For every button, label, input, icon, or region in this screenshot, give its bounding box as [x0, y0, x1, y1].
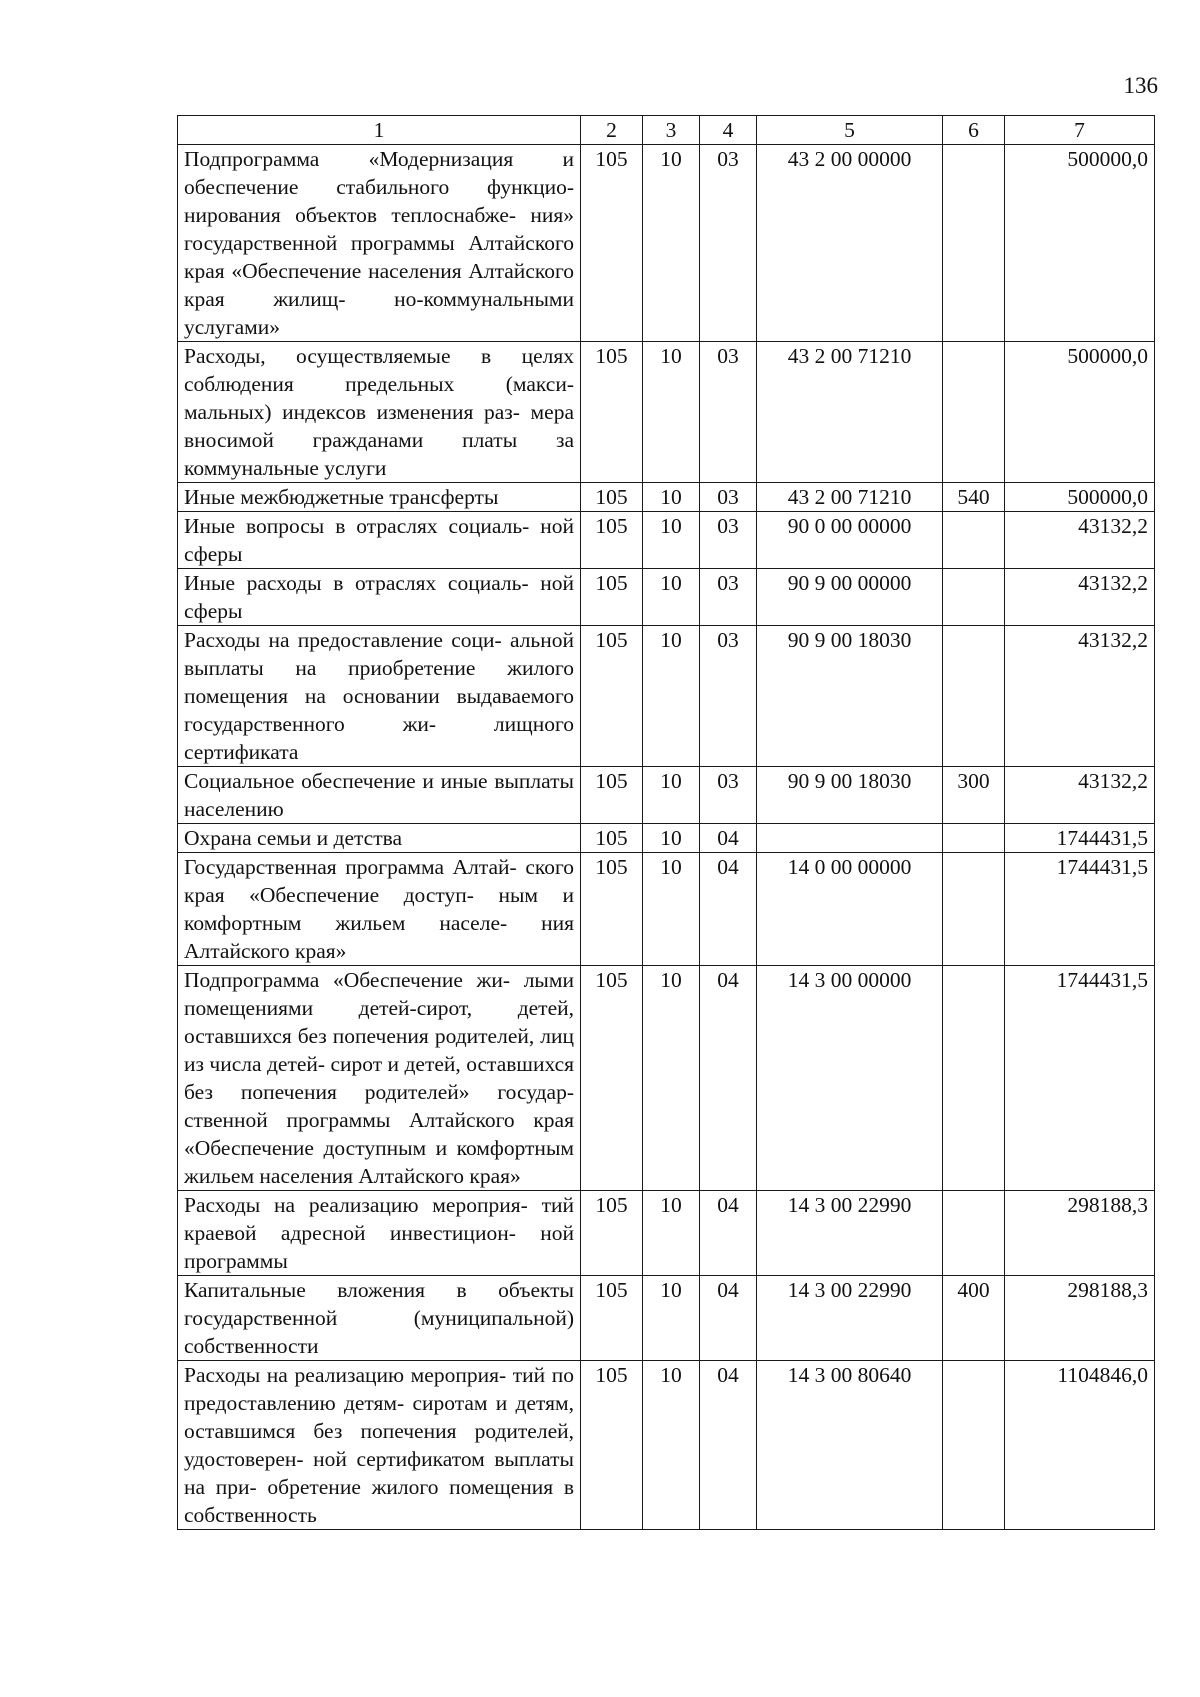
table-row [178, 342, 1155, 483]
description-line: Расходы на реализацию мероприя- [184, 1193, 528, 1217]
description-line: за коммунальные услуги [184, 428, 574, 480]
cell-amount: 298188,3 [1005, 1276, 1155, 1361]
column-header: 3 [643, 116, 700, 145]
row-description [178, 483, 581, 512]
cell-target-article [757, 824, 943, 853]
description-line: Капитальные вложения в объекты [184, 1278, 574, 1302]
cell-expense-type [943, 342, 1005, 483]
cell-ministry-code: 105 [581, 853, 643, 966]
cell-target-article: 90 9 00 18030 [757, 626, 943, 767]
description-line: Алтайского края «Обеспечение [184, 231, 574, 283]
description-line: Алтайского края» [358, 1164, 521, 1188]
cell-subsection: 03 [700, 767, 757, 824]
description-line: обретение жилого помещения в [267, 1475, 574, 1499]
cell-amount: 43132,2 [1005, 767, 1155, 824]
cell-ministry-code: 105 [581, 342, 643, 483]
description-line: альной выплаты на приобретение [184, 628, 574, 680]
description-line: Охрана семьи и детства [184, 826, 403, 850]
cell-expense-type [943, 626, 1005, 767]
cell-expense-type [943, 1361, 1005, 1530]
description-line: Подпрограмма «Обеспечение жи- [184, 968, 511, 992]
description-line: комфортным жильем населения [184, 1136, 574, 1188]
cell-section: 10 [643, 1276, 700, 1361]
cell-target-article: 14 3 00 00000 [757, 966, 943, 1191]
cell-section: 10 [643, 483, 700, 512]
description-line: выдаваемого государственного жи- [184, 684, 574, 736]
cell-subsection: 03 [700, 512, 757, 569]
column-header: 1 [178, 116, 581, 145]
cell-section: 10 [643, 1191, 700, 1276]
description-line: тий по предоставлению детям- [184, 1363, 575, 1415]
description-line: тий краевой адресной инвестицион- [184, 1193, 575, 1245]
description-line: края «Обеспечение доступным и [184, 1108, 574, 1160]
cell-amount: 500000,0 [1005, 483, 1155, 512]
cell-expense-type: 300 [943, 767, 1005, 824]
cell-expense-type [943, 966, 1005, 1191]
cell-target-article: 14 3 00 22990 [757, 1191, 943, 1276]
cell-amount: 298188,3 [1005, 1191, 1155, 1276]
description-line: собственность [184, 1503, 317, 1527]
row-description [178, 1276, 581, 1361]
page-number: 136 [1123, 73, 1158, 98]
cell-ministry-code: 105 [581, 767, 643, 824]
row-description [178, 512, 581, 569]
description-line: населения Алтайского края жилищ- [184, 259, 574, 311]
cell-section: 10 [643, 342, 700, 483]
cell-section: 10 [643, 569, 700, 626]
table-row [178, 1361, 1155, 1530]
cell-expense-type: 540 [943, 483, 1005, 512]
table-row [178, 824, 1155, 853]
description-line: нирования объектов теплоснабже- [184, 203, 517, 227]
description-line: соблюдения предельных (макси- [184, 372, 574, 396]
description-line: ственной программы Алтайского [184, 1108, 515, 1132]
cell-target-article: 43 2 00 71210 [757, 483, 943, 512]
table-row [178, 1276, 1155, 1361]
cell-section: 10 [643, 824, 700, 853]
cell-target-article: 14 0 00 00000 [757, 853, 943, 966]
table-row [178, 1191, 1155, 1276]
budget-table [177, 115, 1155, 1530]
description-line: сирот и детей, оставшихся без [184, 1052, 575, 1104]
column-header: 5 [757, 116, 943, 145]
cell-amount: 1744431,5 [1005, 966, 1155, 1191]
description-line: родителей, лиц из числа детей- [184, 1024, 574, 1076]
cell-section: 10 [643, 145, 700, 342]
cell-target-article: 90 0 00 00000 [757, 512, 943, 569]
cell-target-article: 90 9 00 00000 [757, 569, 943, 626]
row-description [178, 1191, 581, 1276]
description-line: жилого помещения на основании [184, 656, 575, 708]
cell-ministry-code: 105 [581, 824, 643, 853]
cell-section: 10 [643, 966, 700, 1191]
description-line: ным и комфортным жильем населе- [184, 883, 575, 935]
description-line: попечения родителей, удостоверен- [184, 1419, 574, 1471]
row-description [178, 824, 581, 853]
row-description [178, 966, 581, 1191]
description-line: мальных) индексов изменения раз- [184, 400, 520, 424]
cell-subsection: 03 [700, 342, 757, 483]
cell-amount: 43132,2 [1005, 569, 1155, 626]
description-line: ния Алтайского края» [184, 911, 574, 963]
cell-ministry-code: 105 [581, 483, 643, 512]
description-line: Расходы на реализацию мероприя- [184, 1363, 507, 1387]
column-header: 4 [700, 116, 757, 145]
cell-amount: 1744431,5 [1005, 853, 1155, 966]
description-line: ной сферы [184, 514, 575, 566]
cell-section: 10 [643, 626, 700, 767]
cell-amount: 500000,0 [1005, 145, 1155, 342]
cell-ministry-code: 105 [581, 1361, 643, 1530]
cell-ministry-code: 105 [581, 1191, 643, 1276]
cell-expense-type [943, 569, 1005, 626]
description-line: ной программы [184, 1221, 574, 1273]
table-row [178, 145, 1155, 342]
description-line: собственности [184, 1334, 319, 1358]
description-line: лищного сертификата [184, 712, 574, 764]
row-description [178, 1361, 581, 1530]
table-row [178, 853, 1155, 966]
cell-amount: 1744431,5 [1005, 824, 1155, 853]
description-line: ния» государственной программы [184, 203, 574, 255]
column-header: 2 [581, 116, 643, 145]
cell-ministry-code: 105 [581, 145, 643, 342]
cell-target-article: 90 9 00 18030 [757, 767, 943, 824]
table-row [178, 767, 1155, 824]
description-line: ского края «Обеспечение доступ- [184, 855, 575, 907]
description-line: Расходы на предоставление соци- [184, 628, 502, 652]
description-line: мера вносимой гражданами платы [184, 400, 574, 452]
cell-subsection: 04 [700, 1191, 757, 1276]
cell-target-article: 43 2 00 71210 [757, 342, 943, 483]
description-line: Иные расходы в отраслях социаль- [184, 571, 529, 595]
table-body [178, 145, 1155, 1530]
description-line: детей, оставшихся без попечения [184, 996, 574, 1048]
description-line: Государственная программа Алтай- [184, 855, 517, 879]
cell-expense-type: 400 [943, 1276, 1005, 1361]
row-description [178, 145, 581, 342]
description-line: лыми помещениями детей-сирот, [184, 968, 574, 1020]
row-description [178, 569, 581, 626]
cell-expense-type [943, 512, 1005, 569]
description-line: Подпрограмма «Модернизация и [184, 147, 574, 171]
cell-target-article: 43 2 00 00000 [757, 145, 943, 342]
column-header: 7 [1005, 116, 1155, 145]
row-description [178, 342, 581, 483]
description-line: сиротам и детям, оставшимся без [184, 1391, 574, 1443]
description-line: Иные вопросы в отраслях социаль- [184, 514, 530, 538]
cell-subsection: 04 [700, 1361, 757, 1530]
table-row [178, 966, 1155, 1191]
cell-expense-type [943, 1191, 1005, 1276]
table-row [178, 626, 1155, 767]
cell-section: 10 [643, 853, 700, 966]
cell-ministry-code: 105 [581, 512, 643, 569]
description-line: попечения родителей» государ- [240, 1080, 575, 1104]
cell-ministry-code: 105 [581, 626, 643, 767]
cell-expense-type [943, 145, 1005, 342]
cell-ministry-code: 105 [581, 966, 643, 1191]
cell-subsection: 04 [700, 853, 757, 966]
table-row [178, 512, 1155, 569]
description-line: ной сферы [184, 571, 575, 623]
cell-subsection: 03 [700, 626, 757, 767]
cell-amount: 1104846,0 [1005, 1361, 1155, 1530]
table-row [178, 569, 1155, 626]
cell-target-article: 14 3 00 80640 [757, 1361, 943, 1530]
row-description [178, 626, 581, 767]
cell-expense-type [943, 853, 1005, 966]
table-row [178, 483, 1155, 512]
description-line: выплаты населению [184, 769, 574, 821]
description-line: государственной (муниципальной) [184, 1306, 574, 1330]
cell-subsection: 03 [700, 569, 757, 626]
cell-subsection: 03 [700, 145, 757, 342]
cell-section: 10 [643, 512, 700, 569]
cell-subsection: 04 [700, 966, 757, 1191]
table-header-row [178, 116, 1155, 145]
cell-target-article: 14 3 00 22990 [757, 1276, 943, 1361]
cell-amount: 43132,2 [1005, 626, 1155, 767]
cell-amount: 500000,0 [1005, 342, 1155, 483]
description-line: Расходы, осуществляемые в целях [184, 344, 574, 368]
cell-subsection: 03 [700, 483, 757, 512]
description-line: ной сертификатом выплаты на при- [184, 1447, 574, 1499]
cell-section: 10 [643, 1361, 700, 1530]
description-line: Иные межбюджетные трансферты [184, 485, 499, 509]
cell-subsection: 04 [700, 1276, 757, 1361]
cell-section: 10 [643, 767, 700, 824]
description-line: обеспечение стабильного функцио- [184, 175, 574, 199]
row-description [178, 767, 581, 824]
cell-ministry-code: 105 [581, 1276, 643, 1361]
cell-amount: 43132,2 [1005, 512, 1155, 569]
cell-subsection: 04 [700, 824, 757, 853]
description-line: но-коммунальными услугами» [184, 287, 574, 339]
cell-ministry-code: 105 [581, 569, 643, 626]
cell-expense-type [943, 824, 1005, 853]
column-header: 6 [943, 116, 1005, 145]
description-line: Социальное обеспечение и иные [184, 769, 488, 793]
row-description [178, 853, 581, 966]
